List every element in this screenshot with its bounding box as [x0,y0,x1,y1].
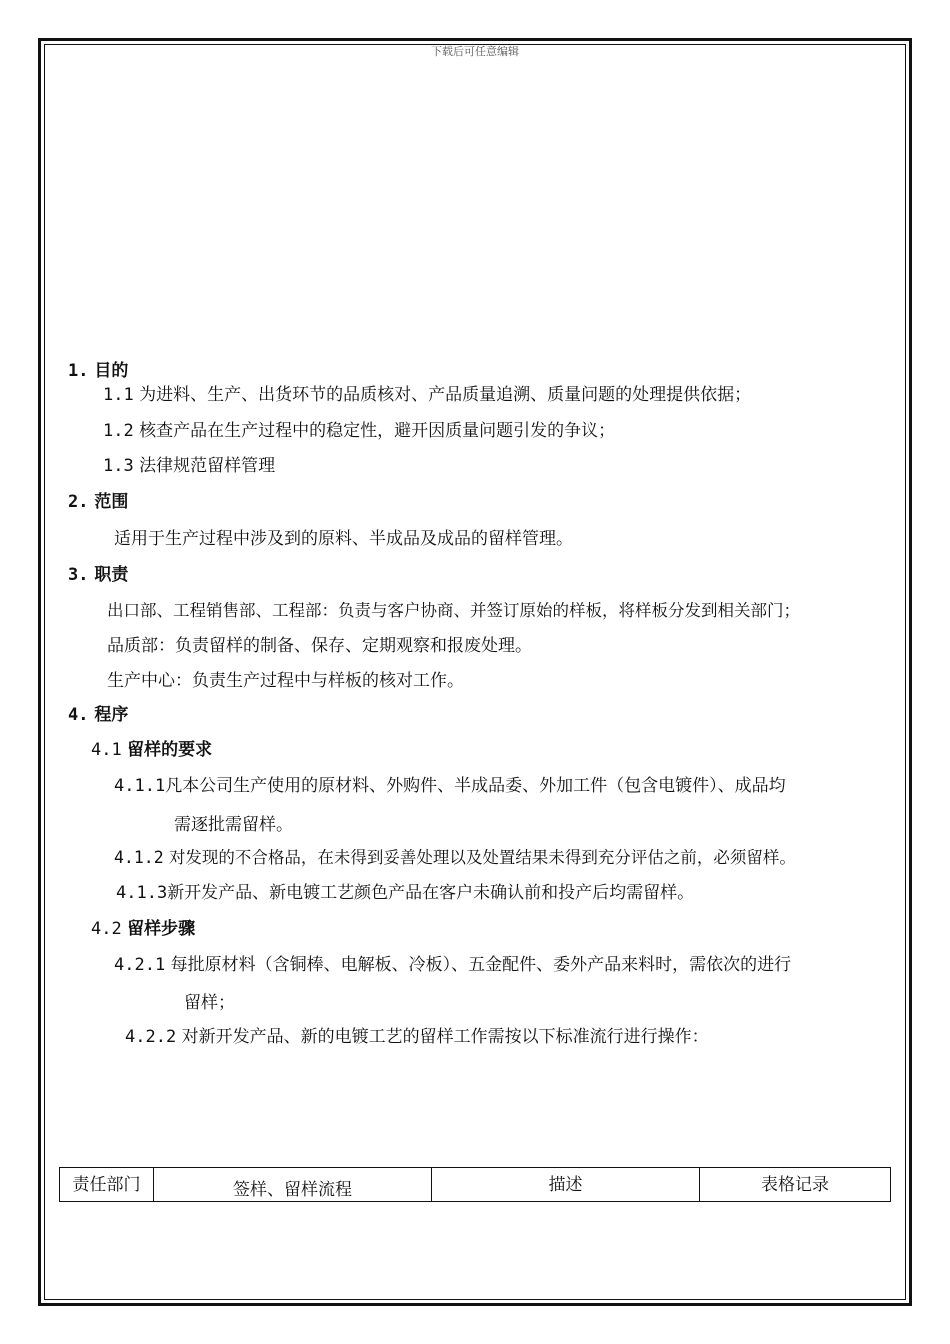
clause-1-3 [103,455,275,477]
clause-number: 4.1.3 [116,883,168,903]
subsection-title: 留样的要求 [127,740,213,760]
clause-1-2 [103,420,615,442]
clause-number: 4.1.2 [114,848,164,867]
section-3-heading [68,564,128,586]
header-cell-description: 描述 [432,1168,700,1201]
clause-4-1-2 [114,847,796,869]
clause-text: 为进料、生产、出货环节的品质核对、产品质量追溯、质量问题的处理提供依据； [139,385,752,405]
subsection-4-1 [91,739,212,761]
section-2-heading [68,491,128,513]
clause-text: 核查产品在生产过程中的稳定性，避开因质量问题引发的争议； [139,421,616,441]
section-4-heading [68,704,128,726]
clause-4-2-2 [125,1026,709,1048]
responsibility-line-2: 品质部：负责留样的制备、保存、定期观察和报废处理。 [107,636,532,656]
clause-4-1-1-continued: 需逐批需留样。 [174,815,293,835]
clause-4-2-1-continued: 留样； [184,993,235,1013]
clause-text: 法律规范留样管理 [139,456,276,476]
clause-number: 1.3 [103,456,134,476]
watermark: 下载后可任意编辑 [431,45,519,58]
clause-4-1-1 [114,775,786,797]
scope-text: 适用于生产过程中涉及到的原料、半成品及成品的留样管理。 [114,529,573,549]
clause-number: 1.2 [103,421,134,441]
clause-text: 凡本公司生产使用的原材料、外购件、半成品委、外加工件（包含电镀件）、成品均 [165,776,786,796]
header-cell-department: 责任部门 [60,1168,154,1201]
process-table-header [59,1167,891,1202]
section-title: 程序 [94,705,129,725]
section-title: 职责 [94,565,129,585]
clause-1-1 [103,384,751,406]
clause-number: 4.2.1 [114,955,166,975]
clause-text: 对发现的不合格品，在未得到妥善处理以及处置结果未得到充分评估之前，必须留样。 [168,848,796,867]
responsibility-line-1: 出口部、工程销售部、工程部：负责与客户协商、并签订原始的样板，将样板分发到相关部门； [107,601,800,620]
header-cell-records: 表格记录 [761,1175,829,1195]
subsection-number: 4.2 [91,919,122,939]
header-cell-process: 签样、留样流程 [154,1168,432,1201]
section-title: 范围 [94,492,129,512]
clause-4-2-1 [114,954,791,976]
section-number: 3. [68,565,89,585]
section-title: 目的 [94,361,129,381]
clause-text: 对新开发产品、新的电镀工艺的留样工作需按以下标准流行进行操作： [181,1027,709,1047]
clause-text: 新开发产品、新电镀工艺颜色产品在客户未确认前和投产后均需留样。 [167,883,695,903]
section-number: 4. [68,705,89,725]
subsection-title: 留样步骤 [127,919,196,939]
section-number: 2. [68,492,89,512]
clause-number: 4.1.1 [114,776,166,796]
section-1-heading [68,360,128,382]
subsection-4-2 [91,918,195,940]
section-number: 1. [68,361,89,381]
clause-number: 4.2.2 [125,1027,177,1047]
clause-text: 每批原材料（含铜棒、电解板、冷板）、五金配件、委外产品来料时，需依次的进行 [170,955,792,975]
responsibility-line-3: 生产中心：负责生产过程中与样板的核对工作。 [107,671,464,691]
clause-number: 1.1 [103,385,134,405]
subsection-number: 4.1 [91,740,122,760]
clause-4-1-3 [116,882,694,904]
